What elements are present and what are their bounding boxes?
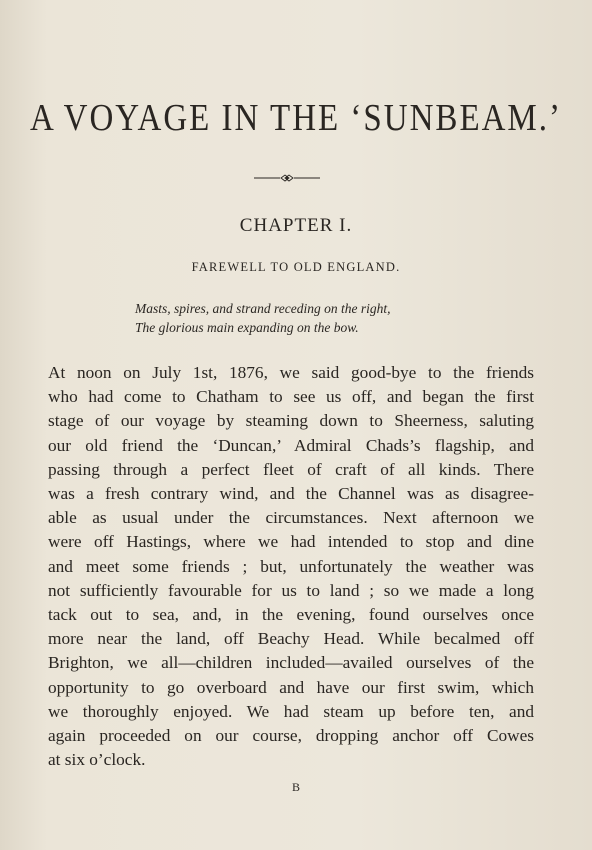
body-line: we thoroughly enjoyed. We had steam up before ten, and xyxy=(48,701,534,721)
body-line: were off Hastings, where we had intended to stop and dine xyxy=(48,532,534,552)
body-line: passing through a perfect fleet of craft of all kinds. There xyxy=(48,459,534,479)
body-line: stage of our voyage by steaming down to Sheerness, saluting xyxy=(48,411,534,431)
epigraph-line: The glorious main expanding on the bow. xyxy=(135,320,359,335)
body-line: at six o’clock. xyxy=(48,750,146,770)
chapter-subtitle: FAREWELL TO OLD ENGLAND. xyxy=(191,260,401,274)
ornament-divider xyxy=(252,172,322,184)
body-paragraph xyxy=(48,361,534,772)
body-line: opportunity to go overboard and have our first swim, which xyxy=(48,677,534,697)
epigraph xyxy=(135,299,391,337)
body-line: was a fresh contrary wind, and the Channel was as disagree- xyxy=(48,484,534,504)
body-line: able as usual under the circumstances. Next afternoon we xyxy=(48,508,534,528)
epigraph-line: Masts, spires, and strand receding on the right, xyxy=(135,301,391,316)
book-title: A VOYAGE IN THE ‘SUNBEAM.’ xyxy=(29,98,563,140)
body-line: who had come to Chatham to see us off, and began the first xyxy=(48,387,534,407)
body-line: At noon on July 1st, 1876, we said good-bye to the friends xyxy=(48,363,534,382)
body-line: Brighton, we all—children included—availed ourselves of the xyxy=(48,653,534,673)
body-line: tack out to sea, and, in the evening, found ourselves once xyxy=(48,605,534,625)
chapter-heading: CHAPTER I. xyxy=(239,215,353,236)
body-line: our old friend the ‘Duncan,’ Admiral Chads’s flagship, and xyxy=(48,435,534,455)
body-line: and meet some friends ; but, unfortunately the weather was xyxy=(48,556,534,576)
body-line: again proceeded on our course, dropping anchor off Cowes xyxy=(48,726,534,746)
signature-mark: B xyxy=(291,780,300,794)
body-line: more near the land, off Beachy Head. While becalmed off xyxy=(48,629,534,649)
body-line: not sufficiently favourable for us to land ; so we made a long xyxy=(48,580,534,600)
